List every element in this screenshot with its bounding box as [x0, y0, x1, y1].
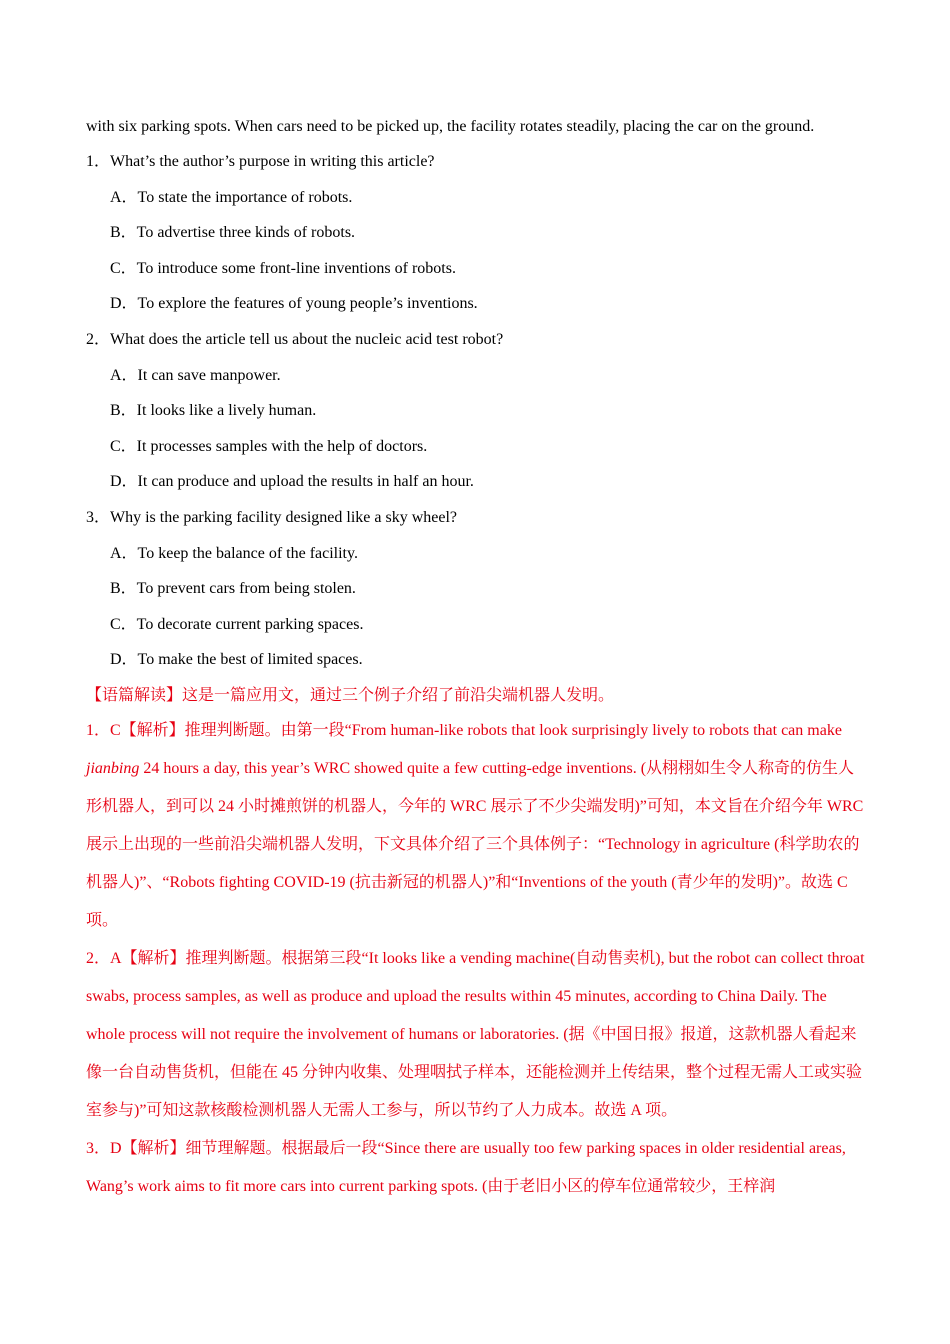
answer-3-analysis: 3．D【解析】细节理解题。根据最后一段“Since there are usually too few parking spaces in older residential areas, Wang’s work aims to fit more cars into current parking spots. (由于老旧小区的停车位通常较少，王梓润	[86, 1140, 846, 1195]
question-2-option-d: D．It can produce and upload the results in half an hour.	[110, 473, 474, 490]
answer-1-italic-term: jianbing	[86, 760, 140, 777]
answer-1-analysis	[86, 712, 868, 940]
question-2-option-a: A．It can save manpower.	[110, 367, 281, 384]
question-1-option-b: B．To advertise three kinds of robots.	[110, 224, 356, 241]
question-1-option-d: D．To explore the features of young people’s inventions.	[110, 295, 478, 312]
question-1-stem: 1．What’s the author’s purpose in writing this article?	[86, 153, 435, 170]
question-3-option-a: A．To keep the balance of the facility.	[110, 545, 358, 562]
answer-1-text-end: 24 hours a day, this year’s WRC showed quite a few cutting-edge inventions. (从栩栩如生令人称奇的仿生人形机器人，到可以 24 小时摊煎饼的机器人，今年的 WRC 展示了不少尖端发明)”可知，本文旨在介绍今年 WRC 展示上出现的一些前沿尖端机器人发明，下文具体介绍了三个具体例子：“Technology in agriculture (科学助农的机器人)”、“Robots fighting COVID-19 (抗击新冠的机器人)”和“Inventions of the youth (青少年的发明)”。故选 C 项。	[86, 760, 864, 929]
question-2-option-c: C．It processes samples with the help of doctors.	[110, 438, 428, 455]
answer-2-analysis: 2．A【解析】推理判断题。根据第三段“It looks like a vending machine(自动售卖机), but the robot can collect throat swabs, process samples, as well as produce and upload the results within 45 minutes, according to China Daily. The whole process will not require the involvement of humans or laboratories. (据《中国日报》报道，这款机器人看起来像一台自动售货机，但能在 45 分钟内收集、处理咽拭子样本，还能检测并上传结果，整个过程无需人工或实验室参与)”可知这款核酸检测机器人无需人工参与，所以节约了人力成本。故选 A 项。	[86, 950, 865, 1119]
question-3-option-b: B．To prevent cars from being stolen.	[110, 580, 356, 597]
continuation-text: with six parking spots. When cars need to be picked up, the facility rotates steadily, placing the car on the ground.	[86, 118, 815, 135]
question-1-option-a: A．To state the importance of robots.	[110, 189, 353, 206]
answer-1-text-start: 1．C【解析】推理判断题。由第一段“From human-like robots that look surprisingly lively to robots that can make	[86, 722, 842, 739]
question-3-option-c: C．To decorate current parking spaces.	[110, 616, 364, 633]
question-3-option-d: D．To make the best of limited spaces.	[110, 651, 363, 668]
question-1-option-c: C．To introduce some front-line inventions of robots.	[110, 260, 456, 277]
question-2-option-b: B．It looks like a lively human.	[110, 402, 317, 419]
question-2-stem: 2．What does the article tell us about the nucleic acid test robot?	[86, 331, 504, 348]
question-3-stem: 3．Why is the parking facility designed like a sky wheel?	[86, 509, 458, 526]
passage-summary: 【语篇解读】这是一篇应用文，通过三个例子介绍了前沿尖端机器人发明。	[86, 687, 615, 704]
answer-analysis	[86, 712, 868, 1206]
